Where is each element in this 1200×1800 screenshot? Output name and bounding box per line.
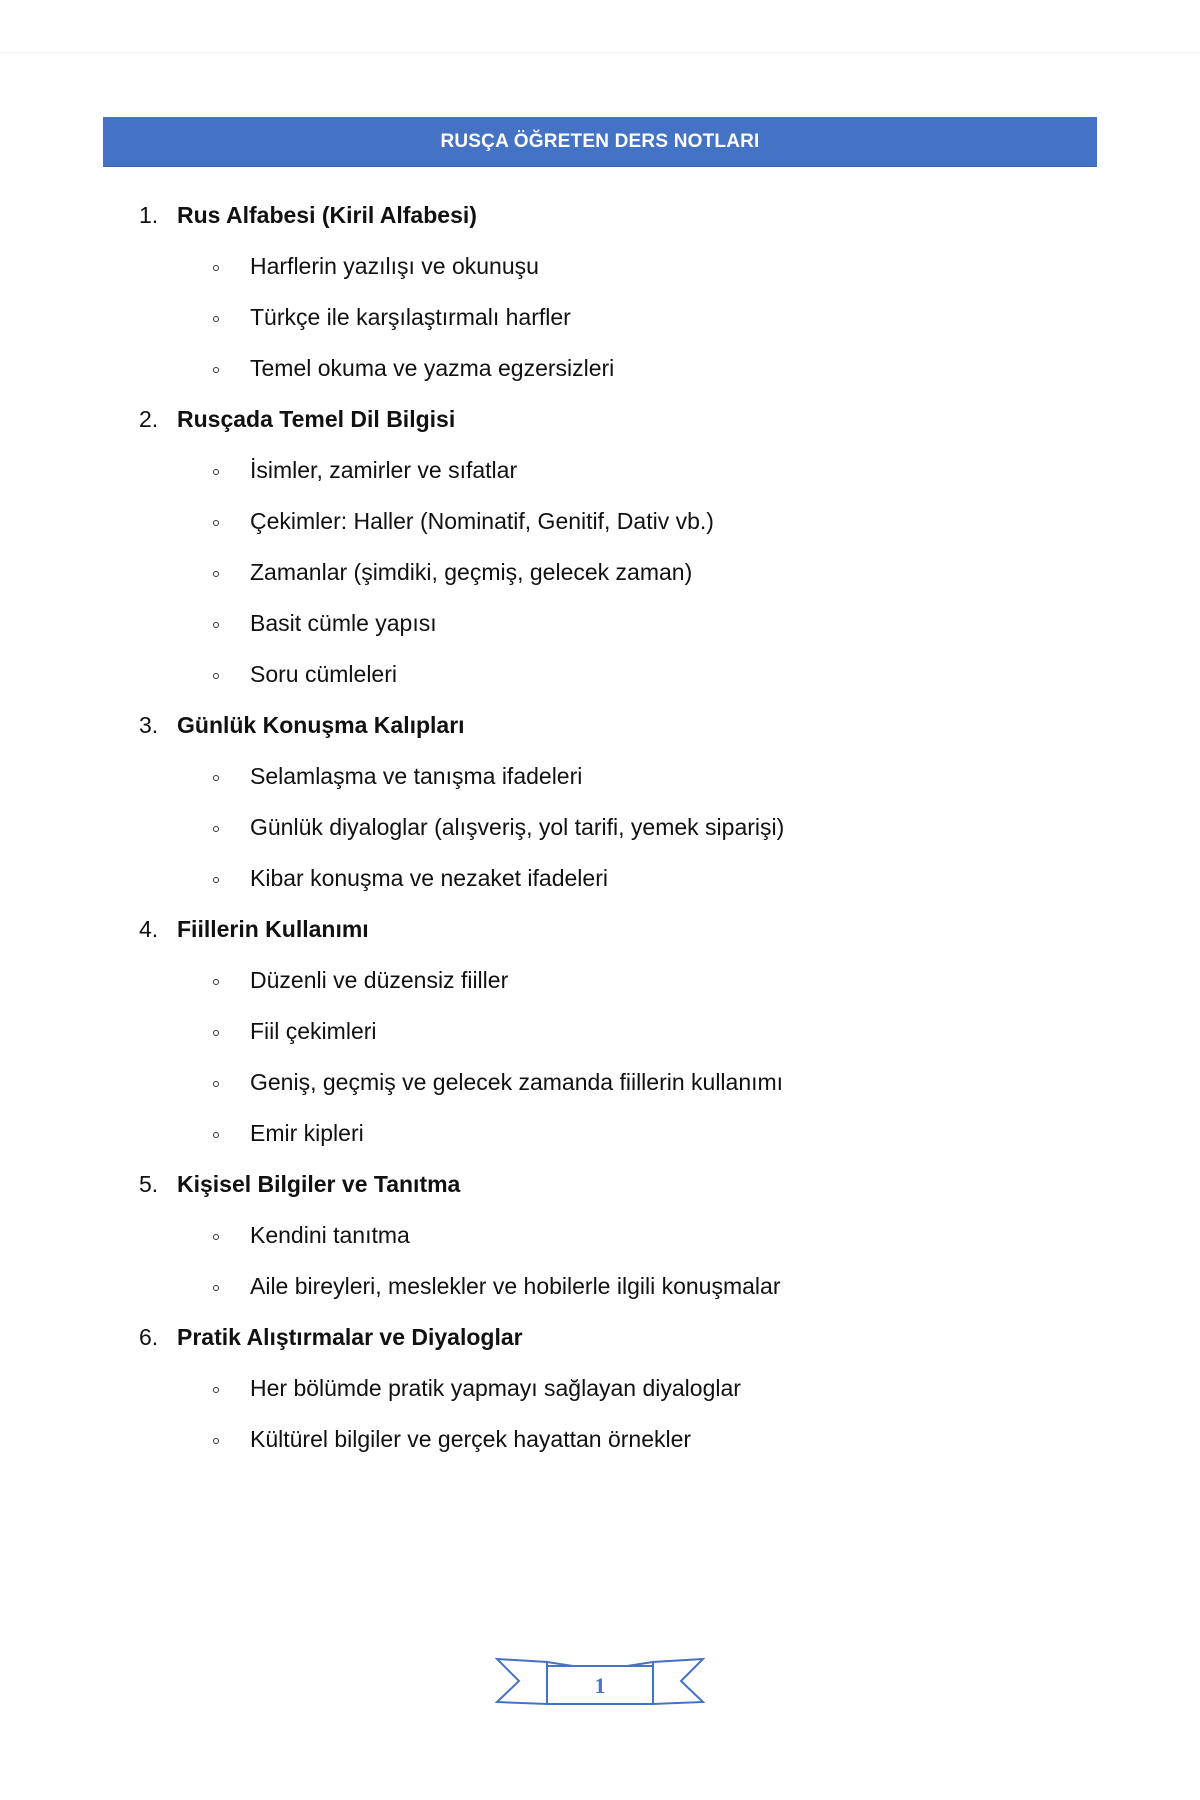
section-title: Rusçada Temel Dil Bilgisi <box>177 406 456 432</box>
hollow-circle-bullet-icon <box>213 1081 219 1087</box>
list-item <box>139 445 1039 496</box>
list-item <box>139 496 1039 547</box>
outline-section <box>139 190 1039 394</box>
section-number: 5. <box>139 1171 159 1197</box>
list-item <box>139 751 1039 802</box>
hollow-circle-bullet-icon <box>213 316 219 322</box>
list-item <box>139 1006 1039 1057</box>
section-title: Kişisel Bilgiler ve Tanıtma <box>177 1171 461 1197</box>
hollow-circle-bullet-icon <box>213 673 219 679</box>
list-item <box>139 343 1039 394</box>
hollow-circle-bullet-icon <box>213 877 219 883</box>
section-item-list <box>139 955 1039 1159</box>
outline-section <box>139 1159 1039 1312</box>
hollow-circle-bullet-icon <box>213 622 219 628</box>
list-item-text: Emir kipleri <box>250 1120 364 1146</box>
list-item <box>139 1108 1039 1159</box>
list-item <box>139 1057 1039 1108</box>
list-item-text: Günlük diyaloglar (alışveriş, yol tarifi, yemek siparişi) <box>250 814 785 840</box>
section-title: Rus Alfabesi (Kiril Alfabesi) <box>177 202 477 228</box>
list-item <box>139 853 1039 904</box>
section-item-list <box>139 241 1039 394</box>
section-item-list <box>139 1210 1039 1312</box>
hollow-circle-bullet-icon <box>213 826 219 832</box>
list-item-text: Düzenli ve düzensiz fiiller <box>250 967 509 993</box>
list-item-text: İsimler, zamirler ve sıfatlar <box>250 457 518 483</box>
course-outline <box>139 190 1039 1465</box>
hollow-circle-bullet-icon <box>213 775 219 781</box>
section-title: Fiillerin Kullanımı <box>177 916 369 942</box>
section-heading <box>139 1312 1039 1363</box>
hollow-circle-bullet-icon <box>213 1030 219 1036</box>
list-item <box>139 292 1039 343</box>
list-item-text: Temel okuma ve yazma egzersizleri <box>250 355 615 381</box>
section-heading <box>139 904 1039 955</box>
outline-section <box>139 1312 1039 1465</box>
section-heading <box>139 190 1039 241</box>
section-number: 6. <box>139 1324 159 1350</box>
page-number: 1 <box>594 1673 606 1698</box>
outline-section <box>139 700 1039 904</box>
section-title: Pratik Alıştırmalar ve Diyaloglar <box>177 1324 523 1350</box>
list-item-text: Aile bireyleri, meslekler ve hobilerle ilgili konuşmalar <box>250 1273 781 1299</box>
list-item <box>139 1210 1039 1261</box>
list-item-text: Türkçe ile karşılaştırmalı harfler <box>250 304 571 330</box>
list-item-text: Soru cümleleri <box>250 661 397 687</box>
hollow-circle-bullet-icon <box>213 979 219 985</box>
list-item <box>139 802 1039 853</box>
page-number-ribbon <box>495 1650 705 1710</box>
list-item-text: Kültürel bilgiler ve gerçek hayattan örnekler <box>250 1426 692 1452</box>
section-title: Günlük Konuşma Kalıpları <box>177 712 465 738</box>
outline-section <box>139 904 1039 1159</box>
hollow-circle-bullet-icon <box>213 265 219 271</box>
list-item <box>139 1261 1039 1312</box>
section-heading <box>139 700 1039 751</box>
section-number: 4. <box>139 916 159 942</box>
section-item-list <box>139 445 1039 700</box>
list-item <box>139 241 1039 292</box>
list-item-text: Geniş, geçmiş ve gelecek zamanda fiillerin kullanımı <box>250 1069 784 1095</box>
document-title: RUSÇA ÖĞRETEN DERS NOTLARI <box>440 130 760 152</box>
hollow-circle-bullet-icon <box>213 469 219 475</box>
list-item <box>139 598 1039 649</box>
page-top-divider <box>0 52 1200 53</box>
hollow-circle-bullet-icon <box>213 571 219 577</box>
list-item-text: Her bölümde pratik yapmayı sağlayan diyaloglar <box>250 1375 741 1401</box>
list-item-text: Selamlaşma ve tanışma ifadeleri <box>250 763 583 789</box>
list-item-text: Kibar konuşma ve nezaket ifadeleri <box>250 865 608 891</box>
hollow-circle-bullet-icon <box>213 1132 219 1138</box>
list-item <box>139 1363 1039 1414</box>
list-item <box>139 1414 1039 1465</box>
section-heading <box>139 394 1039 445</box>
hollow-circle-bullet-icon <box>213 1234 219 1240</box>
section-item-list <box>139 1363 1039 1465</box>
hollow-circle-bullet-icon <box>213 1387 219 1393</box>
list-item-text: Zamanlar (şimdiki, geçmiş, gelecek zaman) <box>250 559 693 585</box>
list-item <box>139 649 1039 700</box>
document-title-banner <box>103 117 1097 167</box>
hollow-circle-bullet-icon <box>213 367 219 373</box>
hollow-circle-bullet-icon <box>213 1285 219 1291</box>
section-number: 2. <box>139 406 159 432</box>
list-item-text: Çekimler: Haller (Nominatif, Genitif, Dativ vb.) <box>250 508 714 534</box>
hollow-circle-bullet-icon <box>213 1438 219 1444</box>
list-item-text: Harflerin yazılışı ve okunuşu <box>250 253 539 279</box>
list-item-text: Fiil çekimleri <box>250 1018 377 1044</box>
outline-section <box>139 394 1039 700</box>
list-item <box>139 955 1039 1006</box>
list-item-text: Basit cümle yapısı <box>250 610 437 636</box>
hollow-circle-bullet-icon <box>213 520 219 526</box>
section-number: 1. <box>139 202 159 228</box>
list-item <box>139 547 1039 598</box>
list-item-text: Kendini tanıtma <box>250 1222 410 1248</box>
section-number: 3. <box>139 712 159 738</box>
section-item-list <box>139 751 1039 904</box>
section-heading <box>139 1159 1039 1210</box>
